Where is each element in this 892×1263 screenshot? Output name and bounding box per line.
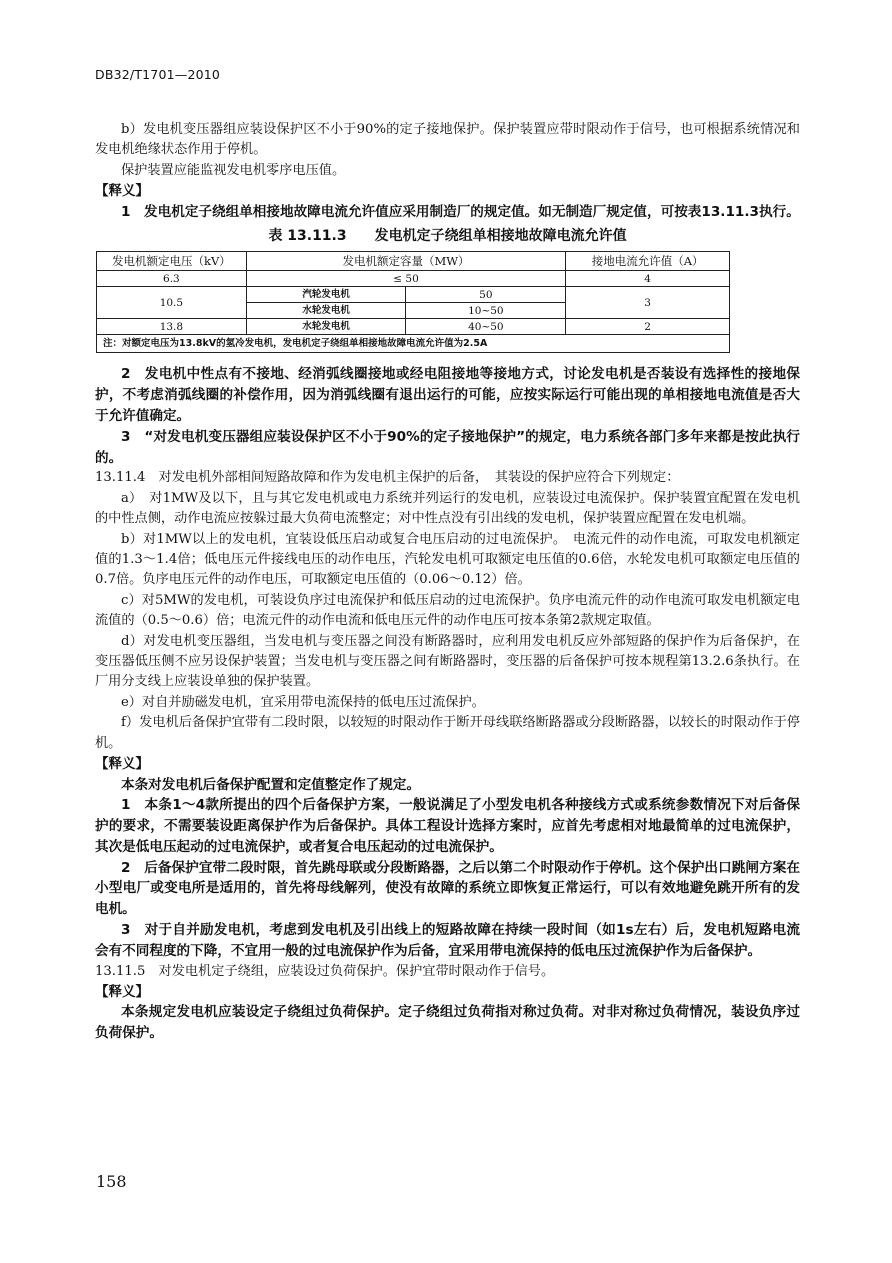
table-cell: 6.3 <box>97 271 247 287</box>
table-cell: 2 <box>566 319 730 335</box>
paragraph: 保护装置应能监视发电机零序电压值。 <box>121 162 346 178</box>
clause-paragraph: 13.11.5 对发电机定子绕组，应装设过负荷保护。保护宜带时限动作于信号。 <box>95 963 555 979</box>
paragraph: c）对5MW的发电机，可装设负序过电流保护和低压启动的过电流保护。负序电流元件的动作电流可取发电机额定电流值的（0.5～0.6）倍；电流元件的动作电流和低电压元件的动作电压可按本条第2款规定取值。 <box>95 592 800 629</box>
paragraph: a） 对1MW及以下，且与其它发电机或电力系统并列运行的发电机，应装设过电流保护。保护装置宜配置在发电机的中性点侧，动作电流应按躲过最大负荷电流整定；对中性点没有引出线的发电机，保护装置应配置在发电机端。 <box>95 490 800 527</box>
table-cell: 10.5 <box>97 287 247 319</box>
body-text <box>95 120 800 1044</box>
page-number: 158 <box>96 1172 127 1191</box>
table-cell: 40~50 <box>406 319 566 335</box>
standard-code-header: DB32/T1701—2010 <box>95 67 221 82</box>
table-cell: 水轮发电机 <box>246 303 406 319</box>
table-header-cell: 接地电流允许值（A） <box>566 252 730 271</box>
table-cell: 汽轮发电机 <box>246 287 406 303</box>
table-note: 注：对额定电压为13.8kV的氢冷发电机，发电机定子绕组单相接地故障电流允许值为2.5A <box>97 335 730 353</box>
table-cell: 4 <box>566 271 730 287</box>
interpretation-paragraph: 2 发电机中性点有不接地、经消弧线圈接地或经电阻接地等接地方式，讨论发电机是否装设有选择性的接地保护，不考虑消弧线圈的补偿作用，因为消弧线圈有退出运行的可能，应按实际运行可能出现的单相接地电流值是否大于允许值确定。 <box>95 366 800 425</box>
paragraph: b）发电机变压器组应装设保护区不小于90%的定子接地保护。保护装置应带时限动作于信号，也可根据系统情况和发电机绝缘状态作用于停机。 <box>95 122 800 158</box>
table-header-cell: 发电机额定电压（kV） <box>97 252 247 271</box>
interpretation-paragraph: 本条规定发电机应装设定子绕组过负荷保护。定子绕组过负荷指对称过负荷。对非对称过负荷情况，装设负序过负荷保护。 <box>95 1004 800 1042</box>
table-cell: 3 <box>566 287 730 319</box>
table-cell: ≤ 50 <box>246 271 565 287</box>
table-cell: 13.8 <box>97 319 247 335</box>
interpretation-paragraph: 1 发电机定子绕组单相接地故障电流允许值应采用制造厂的规定值。如无制造厂规定值，可按表13.11.3执行。 <box>121 203 800 220</box>
interpretation-paragraph: 3 对于自并励发电机，考虑到发电机及引出线上的短路故障在持续一段时间（如1s左右）后，发电机短路电流会有不同程度的下降，不宜用一般的过电流保护作为后备，宜采用带电流保持的低电压过流保护作为后备保护。 <box>95 922 800 959</box>
interpretation-heading: 【释义】 <box>95 756 149 773</box>
interpretation-paragraph: 本条对发电机后备保护配置和定值整定作了规定。 <box>121 776 421 793</box>
table-header-cell: 发电机额定容量（MW） <box>246 252 565 271</box>
paragraph: d）对发电机变压器组，当发电机与变压器之间没有断路器时，应利用发电机反应外部短路的保护作为后备保护，在变压器低压侧不应另设保护装置；当发电机与变压器之间有断路器时，变压器的后备保护可按本规程第13.2.6条执行。在厂用分支线上应装设单独的保护装置。 <box>95 633 800 690</box>
paragraph: b）对1MW以上的发电机，宜装设低压启动或复合电压启动的过电流保护。 电流元件的动作电流，可取发电机额定值的1.3～1.4倍；低电压元件接线电压的动作电压，汽轮发电机可取额定电压值的0.6倍，水轮发电机可取额定电压值的0.7倍。负序电压元件的动作电压，可取额定电压值的（0.06～0.12）倍。 <box>95 531 800 588</box>
interpretation-heading: 【释义】 <box>95 984 149 1001</box>
interpretation-paragraph: 1 本条1～4款所提出的四个后备保护方案，一般说满足了小型发电机各种接线方式或系统参数情况下对后备保护的要求，不需要装设距离保护作为后备保护。具体工程设计选择方案时，应首先考虑相对地最简单的过电流保护，其次是低电压起动的过电流保护，或者复合电压起动的过电流保护。 <box>95 797 800 855</box>
interpretation-heading: 【释义】 <box>95 183 149 200</box>
table-cell: 10~50 <box>406 303 566 319</box>
table-cell: 水轮发电机 <box>246 319 406 335</box>
paragraph: e）对自并励磁发电机，宜采用带电流保持的低电压过流保护。 <box>121 694 485 710</box>
table-title: 表 13.11.3 发电机定子绕组单相接地故障电流允许值 <box>268 228 627 245</box>
ground-current-table <box>96 251 730 353</box>
clause-paragraph: 13.11.4 对发电机外部相间短路故障和作为发电机主保护的后备， 其装设的保护应符合下列规定： <box>95 470 680 486</box>
paragraph: f）发电机后备保护宜带有二段时限，以较短的时限动作于断开母线联络断路器或分段断路器，以较长的时限动作于停机。 <box>95 715 800 751</box>
table-cell: 50 <box>406 287 566 303</box>
interpretation-paragraph: 3 “对发电机变压器组应装设保护区不小于90%的定子接地保护”的规定，电力系统各部门多年来都是按此执行的。 <box>95 428 800 466</box>
interpretation-paragraph: 2 后备保护宜带二段时限，首先跳母联或分段断路器，之后以第二个时限动作于停机。这个保护出口跳闸方案在小型电厂或变电所是适用的，首先将母线解列，使没有故障的系统立即恢复正常运行，可以有效地避免跳开所有的发电机。 <box>95 859 800 918</box>
